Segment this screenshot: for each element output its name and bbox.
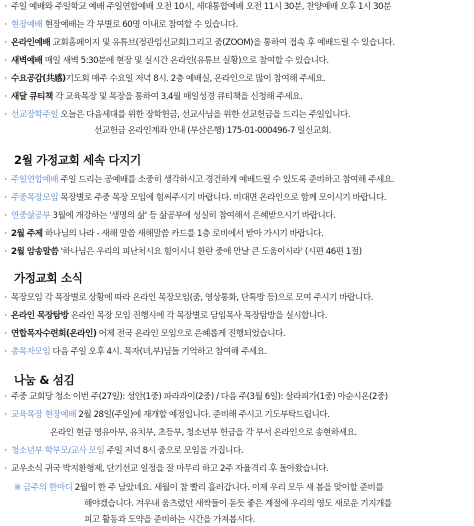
bullet-dot-icon: · <box>4 193 7 203</box>
section-heading: 2월 가정교회 세속 다지기 <box>14 153 141 167</box>
section-heading: 나눔 & 섬김 <box>14 373 75 387</box>
list-item: · 연합목자수련회(온라인) 어제 전국 온라인 모임으로 은혜롭게 진행되었습니다. <box>0 328 285 340</box>
list-item: · 새달 큐티책 각 교육목장 및 목장을 통하여 3,4월 매일성경 큐티책을 신청해 주세요. <box>0 91 302 103</box>
bullet-dot-icon: · <box>4 410 7 420</box>
bullet-dot-icon: · <box>4 446 7 456</box>
bullet-dot-icon: · <box>4 392 7 402</box>
section-heading: 가정교회 소식 <box>14 271 83 285</box>
list-item: · 온라인예배 교회홈페이지 및 유튜브(정관임신교회)그리고 줌(ZOOM)을 통하여 접속 후 예배드릴 수 있습니다. <box>0 37 395 49</box>
list-item: · 주중 교회당 청소 이번 주(27일): 성안(1중) 파라과이(2중) / 다음 주(3월 6일): 살라피가(1중) 아순시온(2중) <box>0 391 388 403</box>
weekly-note-line: 피고 활동과 도약을 준비하는 시간을 가져봅시다. <box>84 515 255 525</box>
bullet-dot-icon: · <box>4 20 7 30</box>
weekly-note-line: 해야겠습니다. 겨우내 움츠렸던 새싹들이 돋듯 좋은 계절에 우리의 영도 새로운 기지개를 <box>84 499 392 509</box>
account-info: 선교헌금 온라인계좌 안내 (부산은행) 175-01-000496-7 일신교회. <box>94 126 331 136</box>
bullet-dot-icon: · <box>4 38 7 48</box>
bullet-dot-icon: · <box>4 293 7 303</box>
bullet-dot-icon: · <box>4 329 7 339</box>
list-item: · 주일연합예배 주일 드리는 공예배를 소중히 생각하시고 경건하게 예배드릴 수 있도록 준비하고 참여해 주세요. <box>0 174 394 186</box>
list-item: · 선교장학주일 오늘은 다음세대를 위한 장학헌금, 선교사님을 위한 선교헌금을 드리는 주일입니다. <box>0 109 350 121</box>
bullet-dot-icon: · <box>4 56 7 66</box>
list-item: · 교육목장 현장예배 2월 28일(주일)에 재개할 예정입니다. 준비해 주시고 기도부탁드립니다. <box>0 409 330 421</box>
bullet-dot-icon: · <box>4 74 7 84</box>
list-item: · 목장모임 각 목장별로 상황에 따라 온라인 목장모임(줌, 영상통화, 단톡방 등)으로 모여 주시기 바랍니다. <box>0 292 373 304</box>
list-item: · 새벽예배 매일 새벽 5:30분에 현장 및 실시간 온라인(유튜브 실황)으로 참여할 수 있습니다. <box>0 55 329 67</box>
bullet-dot-icon: · <box>4 175 7 185</box>
weekly-note: ※ 금주의 한마디 2월이 한 주 남았네요. 세월이 참 빨리 흘러갑니다. 이제 우리 모두 새 봄을 맞이할 준비를 <box>14 483 384 493</box>
list-item: · 온라인 목장탐방 온라인 목장 모임 진행시에 각 목장별로 담임목사 목장탐방을 실시합니다. <box>0 310 327 322</box>
list-item: · 2월 암송말씀 '하나님은 우리의 피난처시요 힘이시니 환란 중에 만날 큰 도움이시라' (시편 46편 1절) <box>0 246 362 258</box>
bullet-dot-icon: · <box>4 211 7 221</box>
list-item: · 주일 예배와 주일학교 예배 주일연합예배 오전 10시, 세대통합예배 오전 11시 30분, 찬양예배 오후 1시 30분 <box>0 1 391 13</box>
bullet-dot-icon: · <box>4 347 7 357</box>
list-item: · 교우소식 귀국 박지환형제, 단기선교 일정을 잘 마무리 하고 2주 자율격리 후 돌아왔습니다. <box>0 463 328 475</box>
list-item: 온라인 현금 영유아부, 유치부, 초등부, 청소년부 헌금을 각 부서 온라인으로 송현하세요. <box>50 428 357 438</box>
bullet-dot-icon: · <box>4 464 7 474</box>
bullet-dot-icon: · <box>4 2 7 12</box>
list-item: · 수요공감(共感)기도회 매주 수요일 저녁 8시. 2층 예배실, 온라인으로 많이 참여해 주세요. <box>0 73 325 85</box>
list-item: · 연중삶공부 3월에 개강하는 '생명의 삶' 등 삶공부에 성실히 참여해서 은혜받으시기 바랍니다. <box>0 210 335 222</box>
bullet-dot-icon: · <box>4 110 7 120</box>
list-item: · 주중목장모임 목장별로 주중 목장 모임에 힘써주시기 바랍니다. 비대면 온라인으로 함께 모이시기 바랍니다. <box>0 192 386 204</box>
list-item: · 총목자모임 다음 주일 오후 4시. 목자(녀,부)님들 기억하고 참여해 주세요. <box>0 346 267 358</box>
bullet-dot-icon: · <box>4 311 7 321</box>
bullet-dot-icon: · <box>4 92 7 102</box>
bullet-dot-icon: · <box>4 247 7 257</box>
bullet-dot-icon: · <box>4 229 7 239</box>
list-item: · 2월 주제 하나님의 나라 - 새해 말씀 새해말씀 카드를 1층 로비에서 받아 가시기 바랍니다. <box>0 228 323 240</box>
list-item: · 현장예배 현장예배는 각 부별로 60명 이내로 참여할 수 있습니다. <box>0 19 238 31</box>
list-item: · 청소년부 학부모/교사 모임 주일 저녁 8시 줌으로 모임을 가집니다. <box>0 445 243 457</box>
